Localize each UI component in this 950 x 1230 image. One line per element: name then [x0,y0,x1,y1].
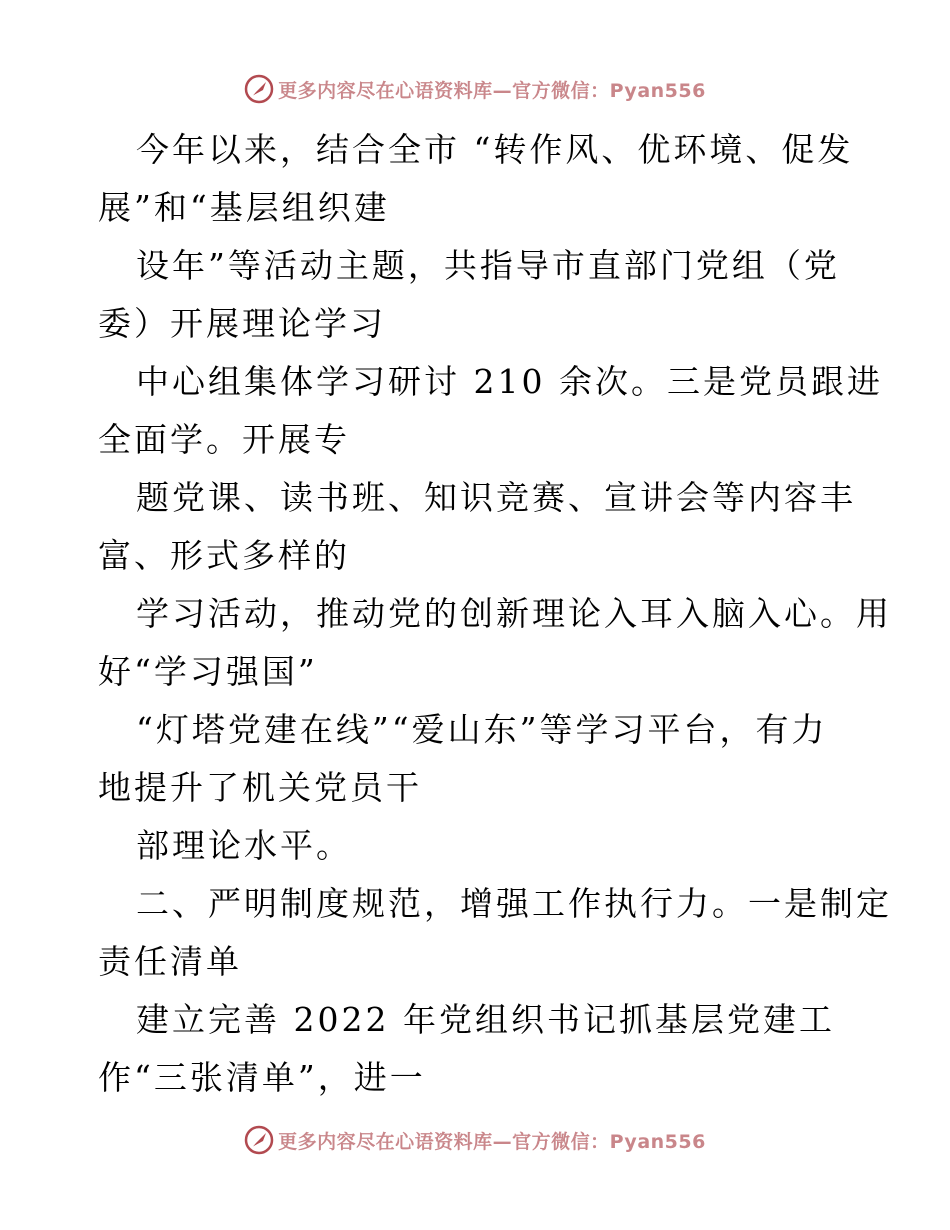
body-line: 中心组集体学习研讨 210 余次。三是党员跟进 [136,362,883,401]
body-line: 全面学。开展专 [98,420,350,459]
body-line: 地提升了机关党员干 [98,768,422,807]
body-line: 今年以来，结合全市 “转作风、优环境、促发 [136,130,854,169]
body-line: 建立完善 2022 年党组织书记抓基层党建工 [136,1000,835,1039]
body-line: 二、严明制度规范，增强工作执行力。一是制定 [136,884,892,923]
body-line: “灯塔党建在线”“爱山东”等学习平台，有力 [136,710,828,749]
header-banner [0,72,950,106]
feather-pen-icon [244,74,274,104]
body-line: 题党课、读书班、知识竞赛、宣讲会等内容丰 [136,478,856,517]
feather-pen-icon [244,1125,274,1155]
body-line: 部理论水平。 [136,826,352,865]
document-body [98,121,892,1107]
body-line: 作“三张清单”，进一 [98,1058,426,1097]
body-line: 展”和“基层组织建 [98,188,390,227]
body-line: 设年”等活动主题，共指导市直部门党组（党 [136,246,840,285]
footer-banner [0,1123,950,1157]
body-line: 委）开展理论学习 [98,304,386,343]
body-line: 好“学习强国” [98,652,318,691]
body-line: 责任清单 [98,942,242,981]
footer-banner-text: 更多内容尽在心语资料库—官方微信：Pyan556 [278,1130,706,1153]
body-line: 富、形式多样的 [98,536,350,575]
body-line: 学习活动，推动党的创新理论入耳入脑入心。用 [136,594,892,633]
header-banner-text: 更多内容尽在心语资料库—官方微信：Pyan556 [278,79,706,102]
